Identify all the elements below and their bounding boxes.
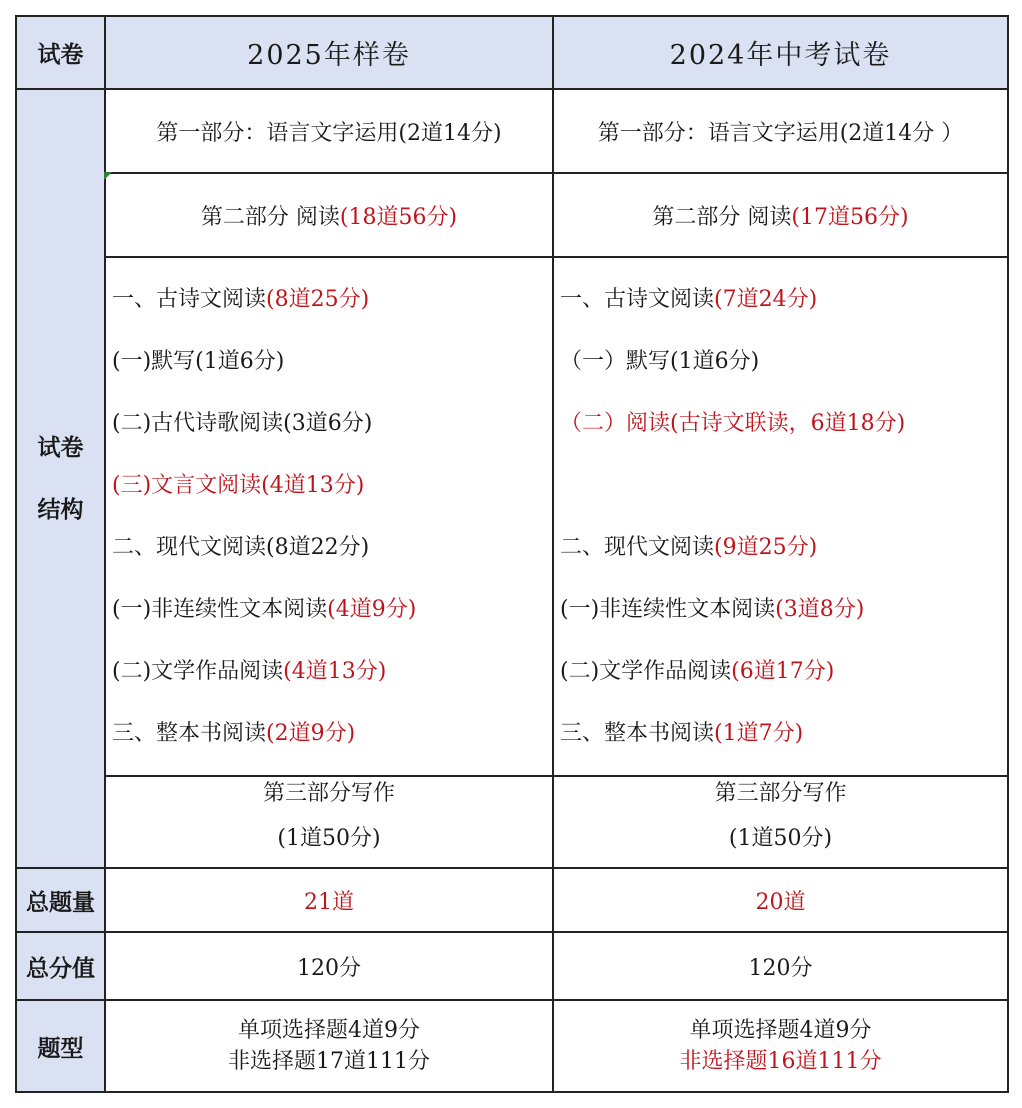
part2-2025-count: (18道56分) [339,204,458,230]
exam-comparison-table [15,15,1009,1093]
list-item: （一）默写(1道6分) [560,348,760,374]
question-types-2025-line1: 单项选择题4道9分 [238,1018,420,1043]
list-item: 二、现代文阅读(8道22分) [112,534,370,560]
list-item: 三、整本书阅读(1道7分) [560,720,804,746]
question-types-2025-line2: 非选择题17道111分 [228,1049,430,1074]
cell-comment-marker [104,172,112,180]
total-questions-row [16,868,1008,932]
part3-2025-title: 第三部分写作 [262,781,395,806]
question-types-2025 [105,1000,553,1092]
question-types-2024 [553,1000,1008,1092]
question-types-2024-line2: 非选择题16道111分 [679,1049,882,1074]
list-item: (二)文学作品阅读(6道17分) [560,658,835,684]
list-item: (二)文学作品阅读(4道13分) [112,658,387,684]
part2-2024 [553,173,1008,257]
list-item: (一)默写(1道6分) [112,348,285,374]
total-questions-2024: 20道 [553,868,1008,932]
part2-row [16,173,1008,257]
list-item: （二）阅读(古诗文联读，6道18分) [560,410,906,436]
structure-label-line2: 结构 [37,495,84,523]
part2-2025-text: 第二部分 阅读 [200,204,340,230]
reading-list-2025 [105,257,553,776]
list-item: 二、现代文阅读(9道25分) [560,534,818,560]
question-types-row [16,1000,1008,1092]
question-types-label: 题型 [16,1000,105,1092]
part1-2025: 第一部分：语言文字运用(2道14分) [105,89,553,173]
part3-2025-detail: (1道50分) [277,826,381,851]
part1-2024: 第一部分：语言文字运用(2道14分 ） [553,89,1008,173]
list-item: (二)古代诗歌阅读(3道6分) [112,410,373,436]
total-score-2024: 120分 [553,932,1008,1000]
part2-2024-text: 第二部分 阅读 [652,204,792,230]
reading-list-2024 [553,257,1008,776]
list-item: (一)非连续性文本阅读(3道8分) [560,596,865,622]
reading-list-row [16,257,1008,776]
part3-2024-title: 第三部分写作 [714,781,847,806]
part3-2024 [553,776,1008,868]
structure-label-line1: 试卷 [37,433,84,461]
part2-2025 [105,173,553,257]
total-questions-2025: 21道 [105,868,553,932]
part2-2024-count: (17道56分) [791,204,909,230]
structure-label [16,89,105,868]
total-score-label: 总分值 [16,932,105,1000]
total-questions-label: 总题量 [16,868,105,932]
list-item: (三)文言文阅读(4道13分) [112,472,365,498]
header-2025: 2025年样卷 [105,16,553,89]
list-item: 一、古诗文阅读(7道24分) [560,286,818,312]
part3-2025 [105,776,553,868]
list-item: (一)非连续性文本阅读(4道9分) [112,596,417,622]
part3-2024-detail: (1道50分) [728,826,833,851]
part3-row [16,776,1008,868]
part1-row [16,89,1008,173]
total-score-row [16,932,1008,1000]
list-item: 一、古诗文阅读(8道25分) [112,286,370,312]
question-types-2024-line1: 单项选择题4道9分 [689,1018,872,1043]
list-item: 三、整本书阅读(2道9分) [112,720,356,746]
header-label: 试卷 [16,16,105,89]
header-2024: 2024年中考试卷 [553,16,1008,89]
header-row [16,16,1008,89]
list-item [554,455,1007,517]
total-score-2025: 120分 [105,932,553,1000]
